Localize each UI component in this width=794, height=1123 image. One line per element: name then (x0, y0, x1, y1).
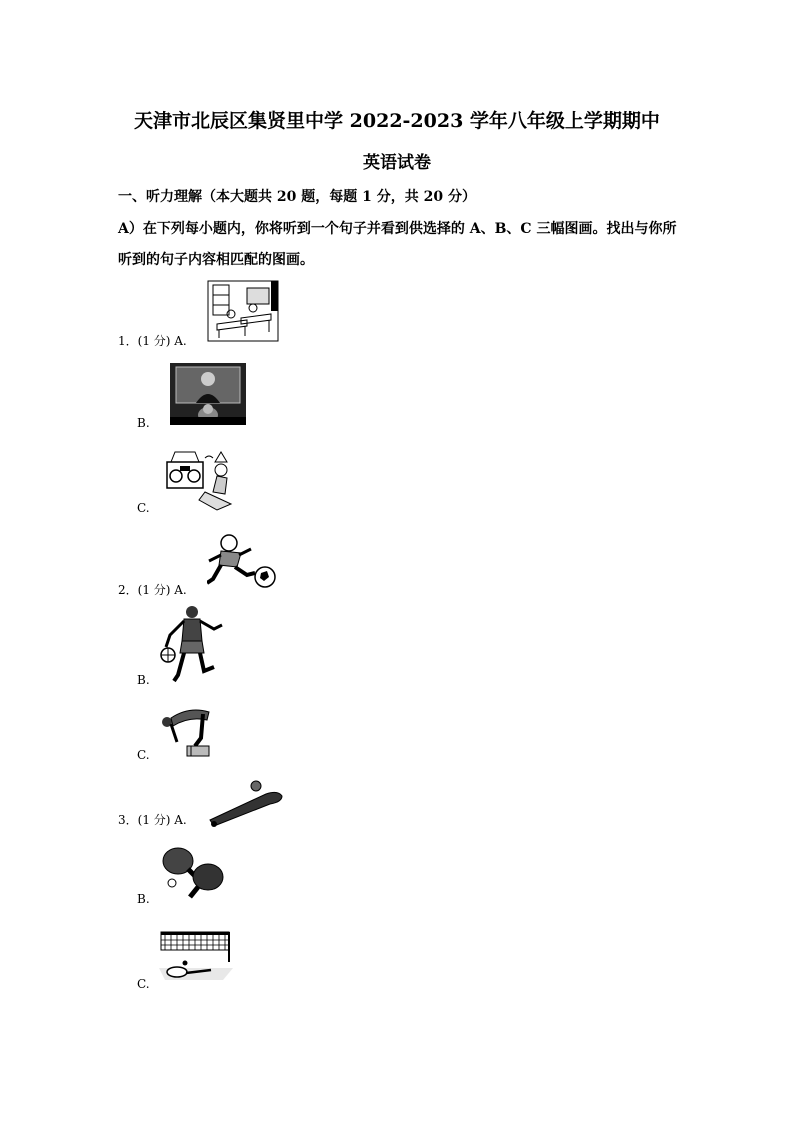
basketball-player-icon (160, 605, 226, 683)
classroom-icon (207, 280, 279, 342)
document-title: 天津市北辰区集贤里中学 2022-2023 学年八年级上学期期中 (134, 110, 660, 132)
question-2-label: 2．(1 分) A. (118, 583, 187, 597)
question-1-option-b-label: B. (137, 416, 150, 430)
question-2-option-c-label: C. (137, 748, 150, 762)
cinema-screen-icon (170, 363, 246, 425)
question-1-option-c-label: C. (137, 501, 150, 515)
swimmer-dive-icon (159, 698, 217, 758)
part-a-instruction-line2: 听到的句子内容相匹配的图画。 (118, 252, 314, 268)
tennis-net-racket-icon (159, 928, 233, 982)
question-2-option-b-label: B. (137, 673, 150, 687)
question-3-label: 3．(1 分) A. (118, 813, 187, 827)
radio-music-icon (165, 446, 239, 512)
section-heading: 一、听力理解（本大题共 20 题，每题 1 分，共 20 分） (118, 189, 476, 205)
question-1-label: 1．(1 分) A. (118, 334, 187, 348)
baseball-bat-icon (206, 780, 286, 830)
ping-pong-paddles-icon (160, 845, 226, 901)
part-a-instruction-line1: A）在下列每小题内，你将听到一个句子并看到供选择的 A、B、C 三幅图画。找出与你所 (118, 221, 677, 237)
soccer-player-icon (207, 533, 277, 591)
document-subtitle: 英语试卷 (363, 153, 431, 173)
question-3-option-b-label: B. (137, 892, 150, 906)
question-3-option-c-label: C. (137, 977, 150, 991)
